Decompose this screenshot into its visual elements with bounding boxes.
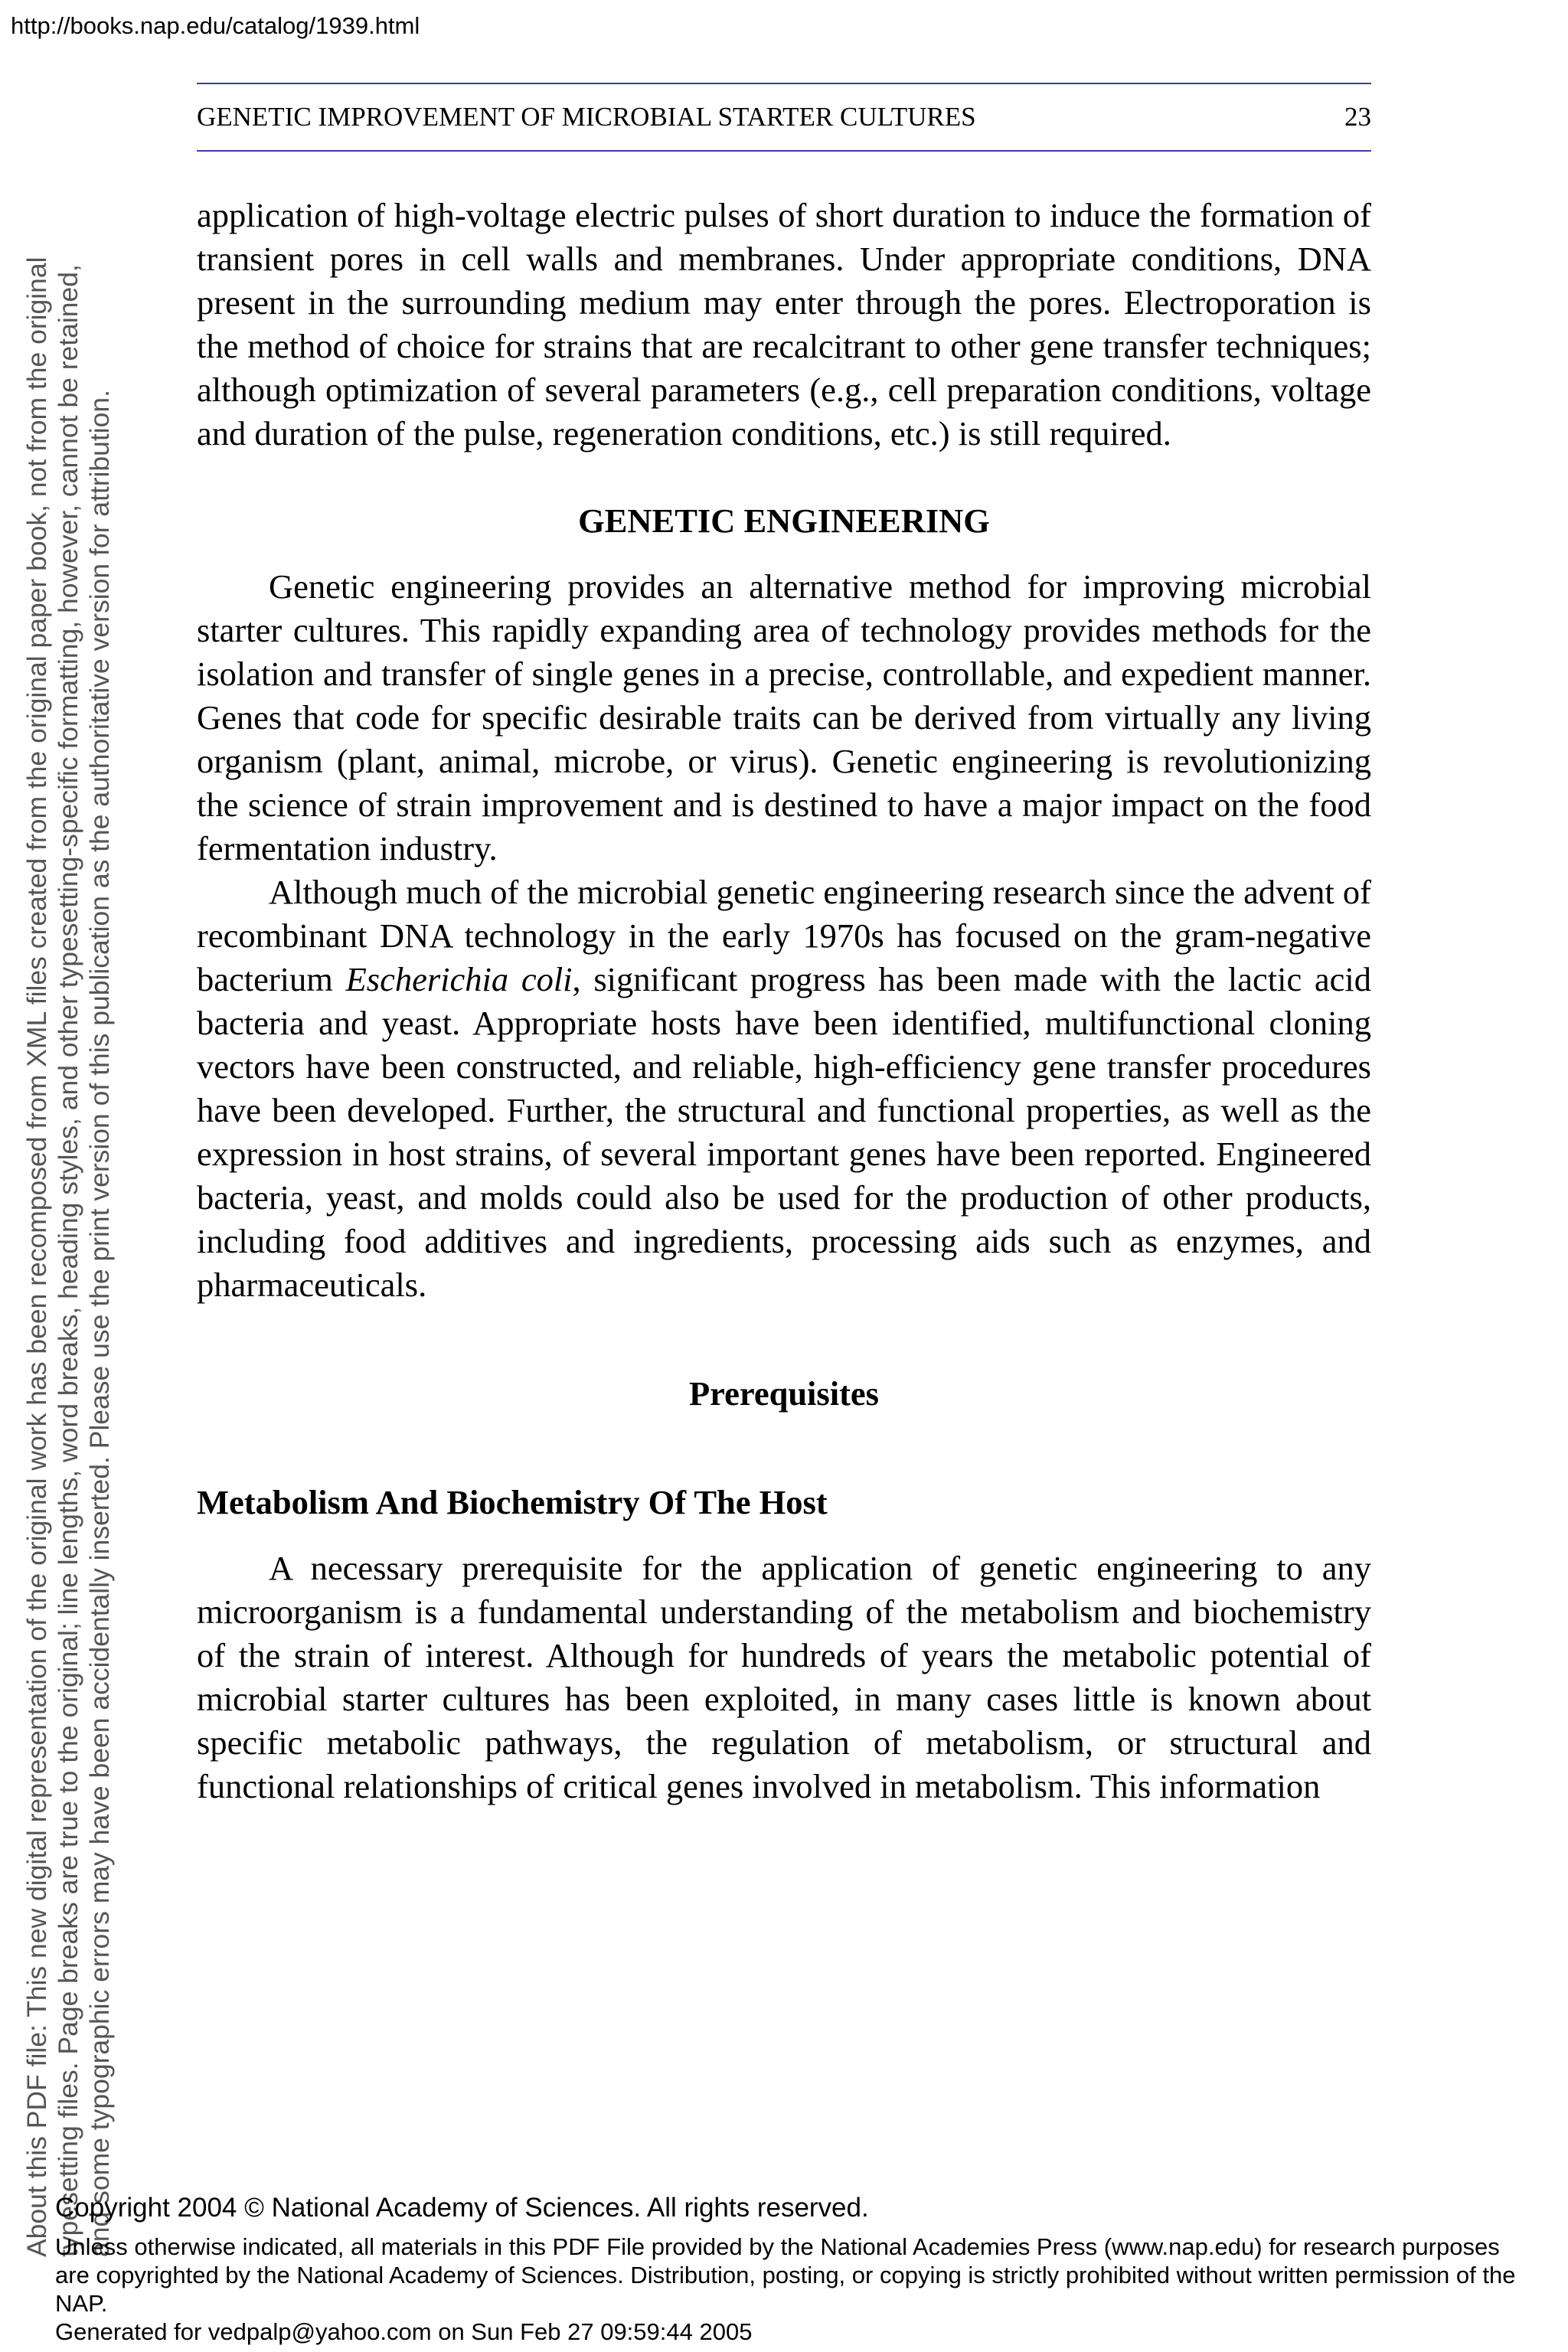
species-name: Escherichia coli [345, 960, 573, 998]
sidebar-notice [21, 113, 116, 2257]
footer [55, 2191, 1533, 2346]
running-head [197, 83, 1371, 152]
body-text: , significant progress has been made with the lactic acid bacteria and yeast. Appropriate hosts have been identified, multifunctional cloning vectors have been constructed, and reliable, high-efficiency gene transfer procedures have been developed. Further, the structural and functional properties, as well as the expression in host strains, of several important genes have been reported. Engineered bacteria, yeast, and molds could also be used for the production of other products, including food additives and ingredients, processing aids such as enzymes, and pharmaceuticals. [197, 960, 1371, 1304]
copyright-notice: Copyright 2004 © National Academy of Sciences. All rights reserved. [55, 2193, 869, 2223]
sidebar-notice-line: typesetting files. Page breaks are true to the original; line lengths, word breaks, heading styles, and other typesetting-specific formatting, however, cannot be retained, [53, 264, 83, 2257]
body-paragraph [197, 871, 1371, 1307]
body-paragraph: A necessary prerequisite for the application of genetic engineering to any microorganism is a fundamental understanding of the metabolism and biochemistry of the strain of interest. Although for hundreds of years the metabolic potential of microbial starter cultures has been exploited, in many cases little is known about specific metabolic pathways, the regulation of metabolism, or structural and functional relationships of critical genes involved in metabolism. This information [197, 1549, 1371, 1805]
generated-note: Generated for vedpalp@yahoo.com on Sun Feb 27 09:59:44 2005 [55, 2318, 753, 2345]
body-paragraph: application of high-voltage electric pulses of short duration to induce the formation of transient pores in cell walls and membranes. Under appropriate conditions, DNA present in the surrounding medium may enter through the pores. Electroporation is the method of choice for strains that are recalcitrant to other gene transfer techniques; although optimization of several parameters (e.g., cell preparation conditions, voltage and duration of the pulse, regeneration conditions, etc.) is still required. [197, 196, 1371, 452]
sidebar-notice-line: and some typographic errors may have been accidentally inserted. Please use the print version of this publication as the authoritative version for attribution. [84, 389, 115, 2257]
body-text: Although much of the microbial genetic engineering research since the advent of recombinant DNA technology in the early 1970s has focused on the gram-negative bacterium [197, 873, 1371, 998]
subsubsection-heading: Metabolism And Biochemistry Of The Host [197, 1483, 828, 1521]
body-paragraph: Genetic engineering provides an alternative method for improving microbial starter cultures. This rapidly expanding area of technology provides methods for the isolation and transfer of single genes in a precise, controllable, and expedient manner. Genes that code for specific desirable traits can be derived from virtually any living organism (plant, animal, microbe, or virus). Genetic engineering is revolutionizing the science of strain improvement and is destined to have a major impact on the food fermentation industry. [197, 567, 1371, 867]
subsection-heading: Prerequisites [688, 1374, 879, 1413]
source-url[interactable]: http://books.nap.edu/catalog/1939.html [11, 12, 420, 39]
disclaimer: Unless otherwise indicated, all materials in this PDF File provided by the National Academies Press (www.nap.edu) for research purposes are copyrighted by the National Academy of Sciences. Distribution, posting, or copying is strictly prohibited without written permission of the NAP. [55, 2233, 1516, 2317]
page-number: 23 [1344, 102, 1371, 132]
section-heading: GENETIC ENGINEERING [578, 501, 990, 540]
page-body [197, 194, 1371, 1808]
sidebar-notice-line: About this PDF file: This new digital representation of the original work has been recomposed from XML files created from the original paper book, not from the original [21, 256, 52, 2257]
running-head-title: GENETIC IMPROVEMENT OF MICROBIAL STARTER CULTURES [197, 102, 976, 132]
